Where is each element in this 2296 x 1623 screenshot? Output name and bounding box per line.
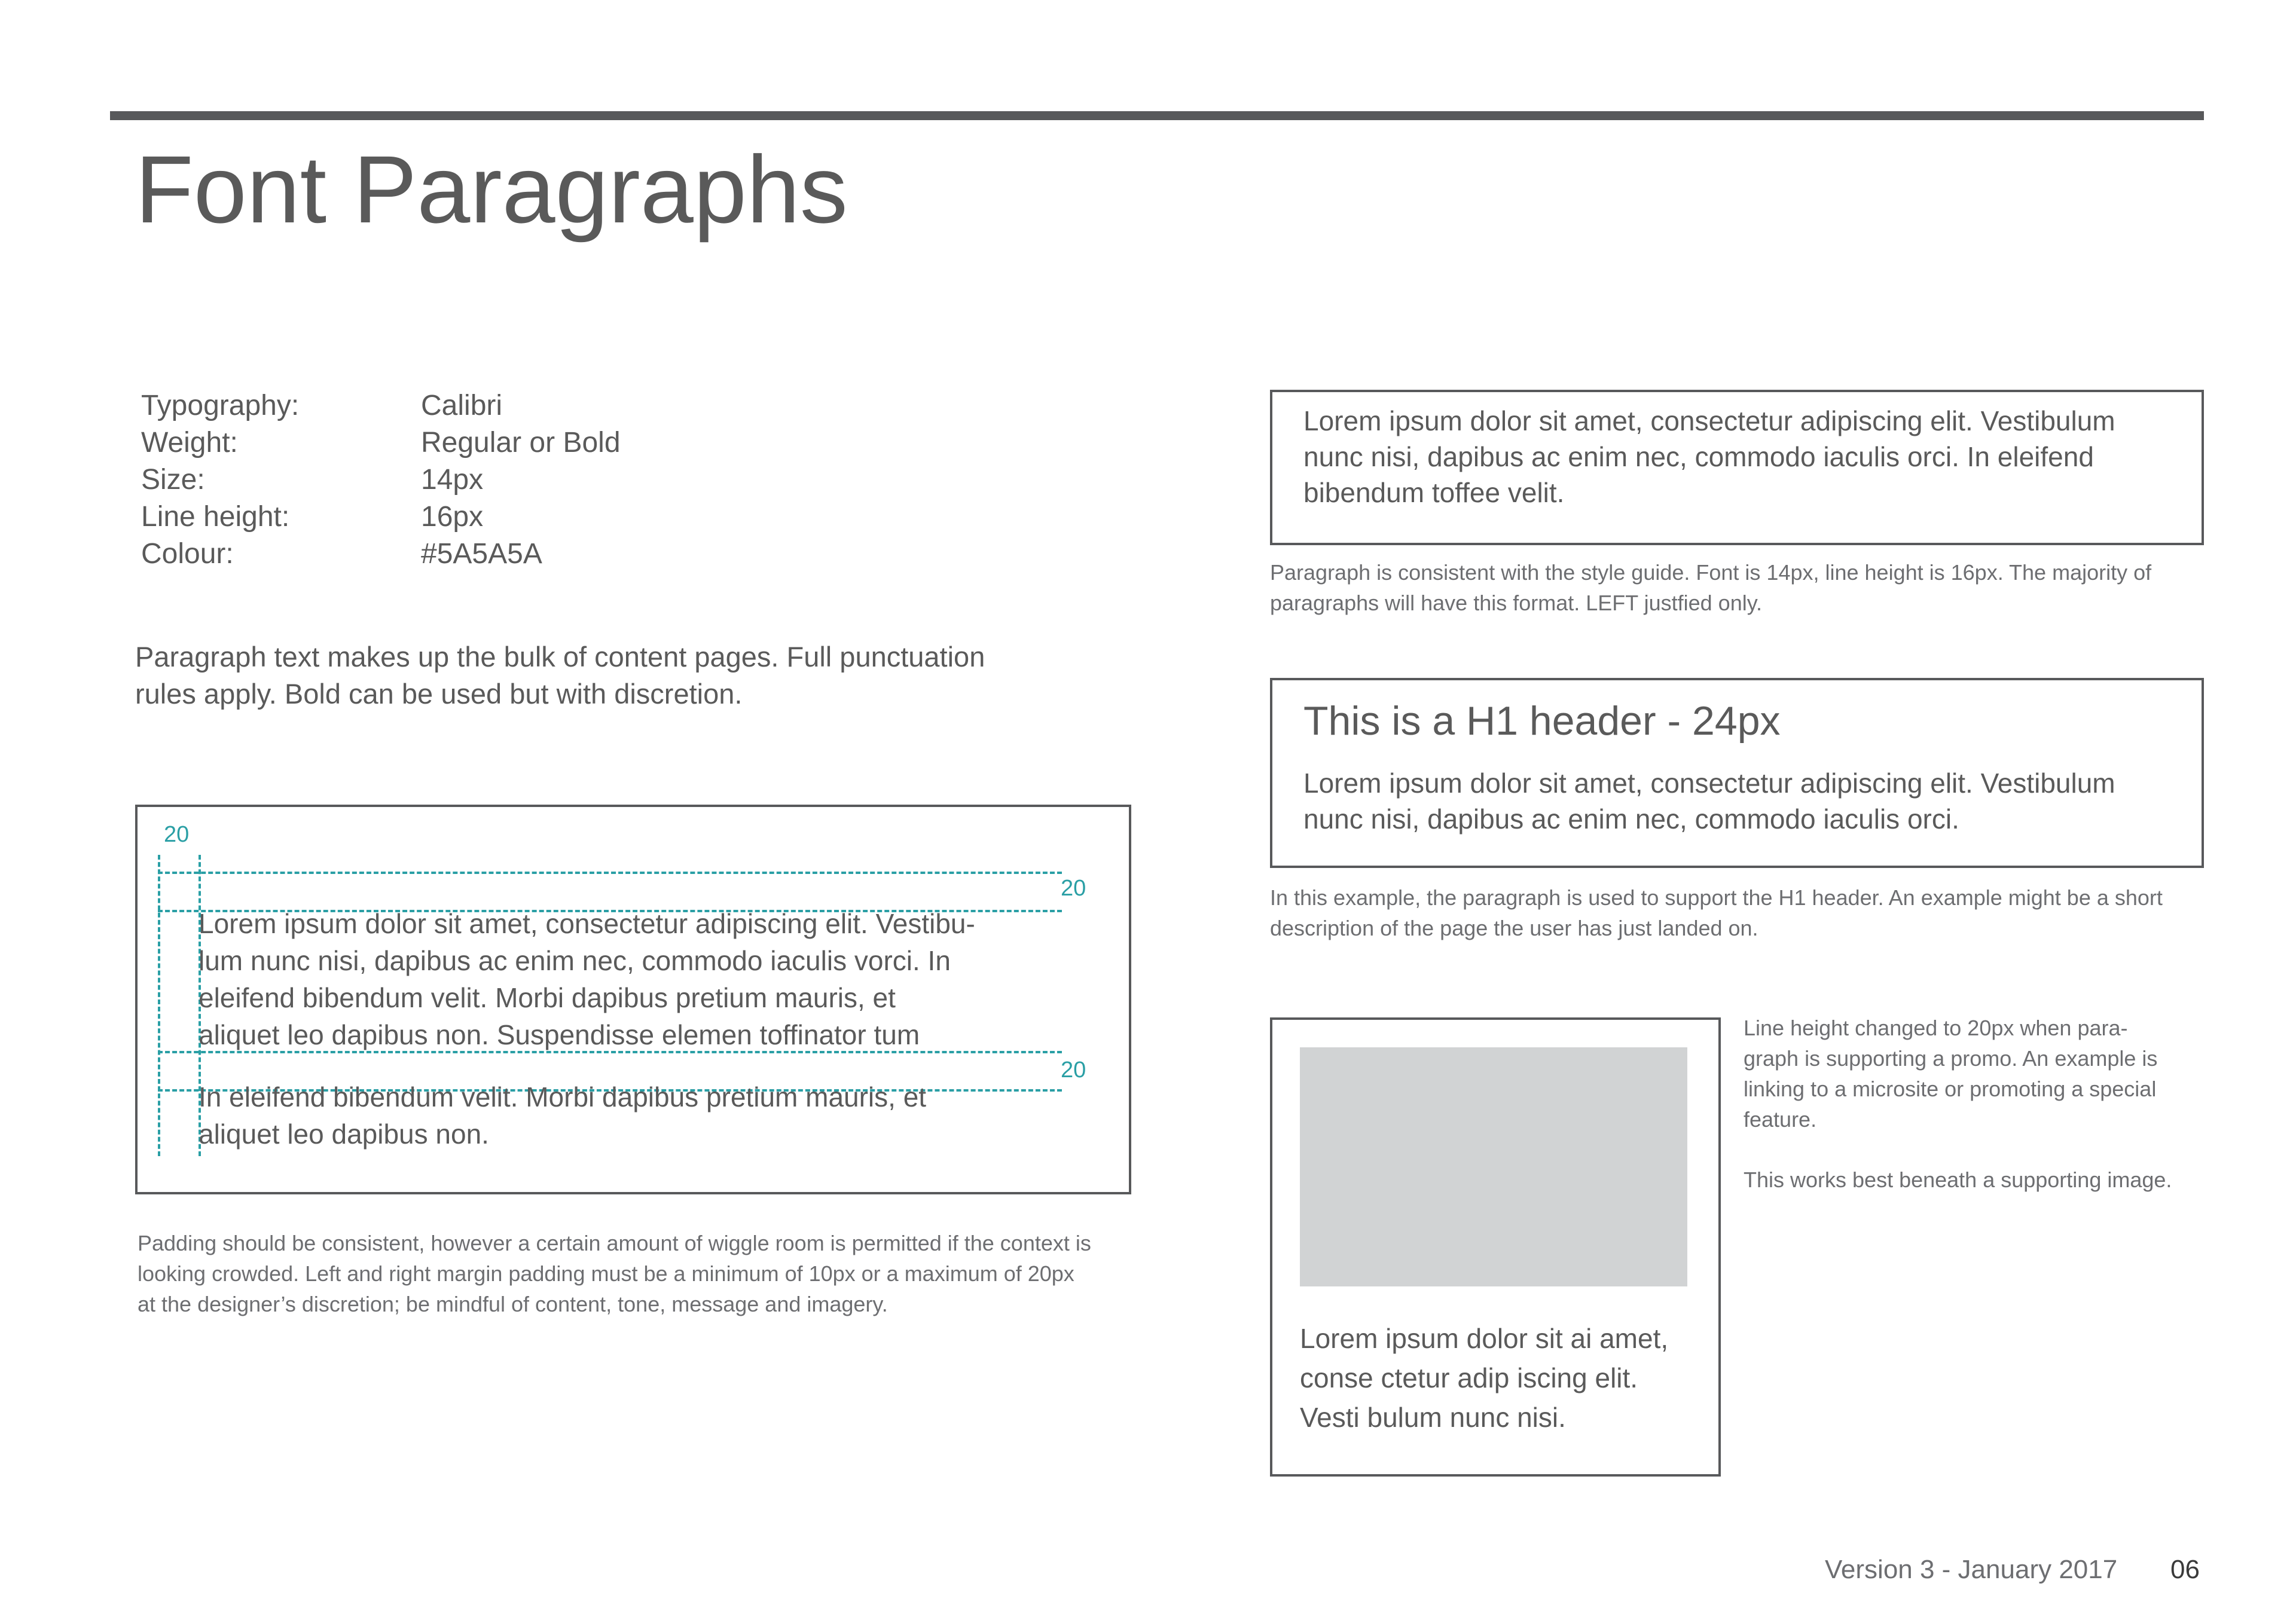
spec-label: Size:	[141, 464, 205, 496]
example-paragraph-note: Paragraph is consistent with the style guide. Font is 14px, line height is 16px. The majority of paragraphs will have this format. LEFT justfied only.	[1270, 560, 2152, 615]
example-header-note: In this example, the paragraph is used to support the H1 header. An example might be a short description of the page the user has just landed on.	[1270, 885, 2163, 940]
text-line: Lorem ipsum dolor sit ai amet,	[1300, 1323, 1669, 1354]
spec-label: Line height:	[141, 501, 290, 533]
text-line: eleifend bibendum velit. Morbi dapibus pretium mauris, et	[199, 982, 896, 1013]
page-number: 06	[2170, 1555, 2200, 1584]
text-line: Line height changed to 20px when para-	[1744, 1016, 2128, 1040]
spec-row-line-height	[141, 499, 621, 536]
intro-line: Paragraph text makes up the bulk of content pages. Full punctuation	[135, 641, 985, 673]
page-title: Font Paragraphs	[135, 136, 848, 243]
text-line: aliquet leo dapibus non.	[199, 1118, 489, 1150]
intro-paragraph	[135, 638, 1068, 713]
promo-text	[1300, 1319, 1668, 1437]
promo-note	[1744, 1013, 2157, 1135]
text-line: nunc nisi, dapibus ac enim nec, commodo iaculis orci.	[1303, 803, 1959, 835]
text-line: aliquet leo dapibus non. Suspendisse elemen toffinator tum	[199, 1019, 920, 1050]
text-line: Vesti bulum nunc nisi.	[1300, 1402, 1566, 1433]
padding-guide-line	[158, 872, 1062, 874]
spec-value: Regular or Bold	[421, 427, 621, 459]
text-line: Lorem ipsum dolor sit amet, consectetur adipiscing elit. Vestibulum	[1303, 768, 2115, 799]
padding-example-text-2	[199, 1078, 926, 1153]
spec-value: 14px	[421, 464, 484, 496]
text-line: nunc nisi, dapibus ac enim nec, commodo iaculis orci. In eleifend	[1303, 441, 2094, 472]
spec-row-size	[141, 461, 621, 499]
spec-row-colour	[141, 536, 621, 573]
text-line: lum nunc nisi, dapibus ac enim nec, commodo iaculis vorci. In	[199, 945, 951, 976]
header-rule	[110, 111, 2204, 120]
text-line: conse ctetur adip iscing elit.	[1300, 1362, 1638, 1393]
spec-value: #5A5A5A	[421, 538, 542, 570]
spec-label: Typography:	[141, 390, 300, 421]
intro-line: rules apply. Bold can be used but with discretion.	[135, 678, 743, 710]
spec-label: Colour:	[141, 538, 234, 570]
example-header-paragraph	[1303, 765, 2115, 837]
spec-row-weight	[141, 424, 621, 461]
example-paragraph-text	[1303, 403, 2115, 511]
padding-guide-line	[158, 855, 160, 1156]
spec-value: Calibri	[421, 390, 503, 421]
padding-measure-top: 20	[164, 822, 190, 847]
text-line: bibendum toffee velit.	[1303, 477, 1565, 508]
spec-table	[141, 387, 621, 573]
spec-label: Weight:	[141, 427, 238, 459]
version-label: Version 3 - January 2017	[1825, 1555, 2118, 1584]
spec-value: 16px	[421, 501, 484, 533]
text-line: Lorem ipsum dolor sit amet, consectetur adipiscing elit. Vestibu-	[199, 908, 975, 939]
text-line: feature.	[1744, 1107, 1817, 1132]
example-h1-header: This is a H1 header - 24px	[1303, 698, 1781, 744]
promo-note-2: This works best beneath a supporting image.	[1744, 1167, 2172, 1192]
padding-measure-right-top: 20	[1061, 876, 1086, 901]
text-line: graph is supporting a promo. An example is	[1744, 1046, 2158, 1071]
padding-measure-right-bottom: 20	[1061, 1057, 1086, 1083]
promo-image-placeholder	[1300, 1047, 1687, 1286]
text-line: In eleifend bibendum velit. Morbi dapibus pretium mauris, et	[199, 1081, 927, 1112]
padding-example-text	[199, 905, 975, 1053]
padding-note: Padding should be consistent, however a certain amount of wiggle room is permitted if the context is looking crowded. Left and right margin padding must be a minimum of 10px or a maximum of 20px at the designer’s discretion; be mindful of content, tone, message and imagery.	[138, 1231, 1091, 1316]
text-line: linking to a microsite or promoting a special	[1744, 1077, 2157, 1101]
text-line: Lorem ipsum dolor sit amet, consectetur adipiscing elit. Vestibulum	[1303, 405, 2115, 436]
spec-row-typography	[141, 387, 621, 424]
